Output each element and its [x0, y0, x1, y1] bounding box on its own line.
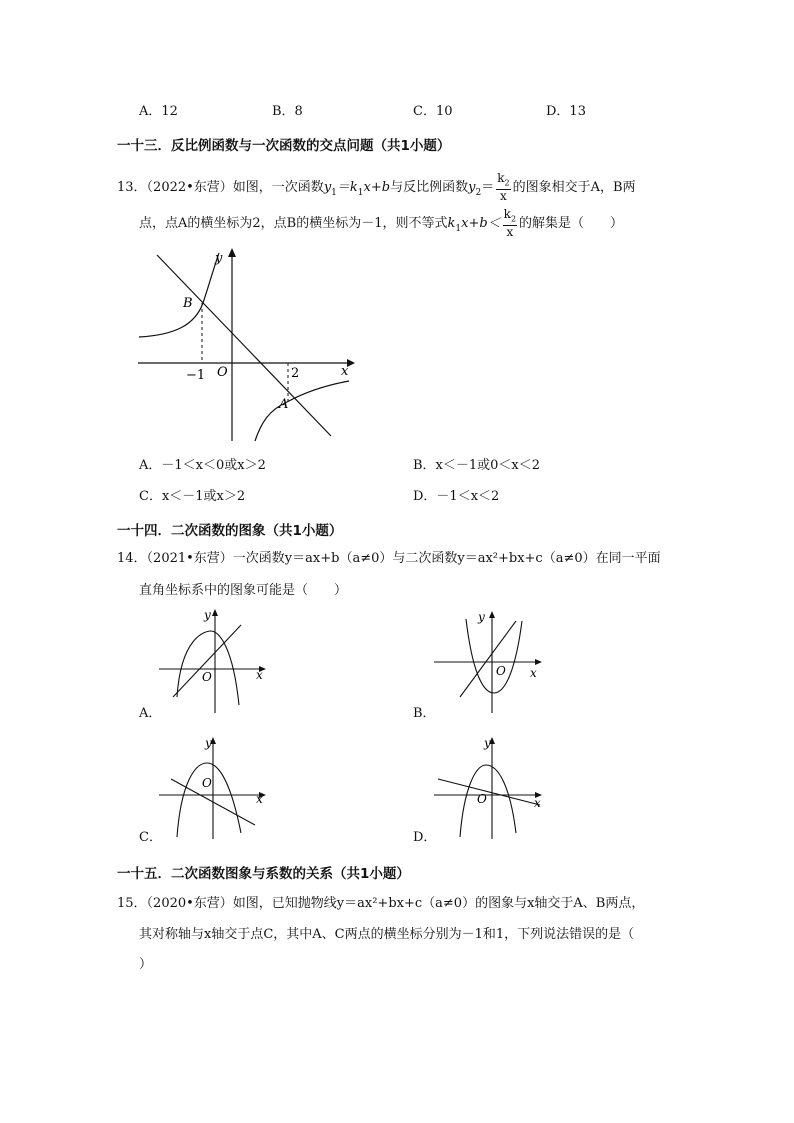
q13-eq1-rhs-sub: 1 [357, 187, 364, 198]
q14-line1-text: （2021•东营）一次函数y＝ax+b（a≠0）与二次函数y＝ax²+bx+c（a≠0）在同一平面 [146, 551, 661, 566]
q13-line2a: 点，点A的横坐标为2，点B的横坐标为－1，则不等式 [139, 216, 448, 232]
q14d-label-o: O [477, 792, 487, 806]
q12-option-d: D．13 [546, 104, 586, 119]
q14c-label-o: O [202, 776, 212, 790]
q14d-parabola [460, 765, 516, 837]
section-13-title: 一十三．反比例函数与一次函数的交点问题（共1小题） [117, 138, 451, 154]
q15-line1-text: （2020•东营）如图，已知抛物线y＝ax²+bx+c（a≠0）的图象与x轴交于A、B两点， [146, 896, 645, 911]
q13-hyperbola-branch-1 [139, 253, 219, 337]
q13-source: （2022•东营）如图，一次函数 [146, 180, 324, 196]
q14a-label-y: y [204, 608, 211, 622]
q13-frac2-num-sub: 2 [510, 214, 517, 224]
q13-option-d: D．－1＜x＜2 [413, 489, 500, 504]
q14-graph-c [155, 733, 275, 843]
section-15-title: 一十五．二次函数图象与系数的关系（共1小题） [117, 866, 410, 882]
q13-fraction-2 [503, 208, 517, 239]
q14d-label-y: y [484, 736, 491, 750]
q14-graph-b [430, 607, 550, 717]
q13-eq2-sub: 2 [475, 187, 482, 198]
q13-option-c: C．x＜－1或x＞2 [139, 489, 246, 504]
section-14-title: 一十四．二次函数的图象（共1小题） [117, 523, 343, 539]
q13-label-b: B [183, 296, 193, 311]
q13-ineq-lhs: k [447, 216, 456, 232]
q14-line1 [117, 550, 661, 568]
q14b-label-y: y [478, 610, 485, 624]
q13-label-x: x [341, 364, 349, 379]
q13-fraction-1 [496, 172, 510, 203]
q14b-y-arrow [489, 611, 495, 618]
q15-number: 15． [117, 896, 147, 911]
q14-option-a: A． [139, 706, 162, 721]
q13-eq2: y [468, 180, 476, 196]
q13-frac1-den: x [500, 189, 507, 204]
q14-option-b: B． [413, 706, 436, 721]
q15-line3: ） [139, 957, 153, 972]
q13-eq1-rhs: ＝k [336, 180, 358, 196]
q15-line1 [117, 895, 644, 913]
q14a-label-o: O [202, 670, 212, 684]
q14c-label-x: x [256, 792, 263, 806]
q13-mid: 与反比例函数 [390, 180, 469, 196]
q12-option-a: A．12 [139, 104, 178, 119]
q13-linear-line [157, 255, 331, 436]
q13-ineq-mid: x+b＜ [461, 216, 501, 232]
q12-option-b: B．8 [272, 104, 303, 119]
q13-line2 [139, 208, 623, 239]
q13-frac2-den: x [506, 225, 514, 240]
q14b-parabola [466, 619, 522, 693]
q13-frac2-num: k [503, 207, 511, 221]
q13-number: 13． [117, 180, 147, 196]
q13-tail1: 的图象相交于A，B两 [512, 180, 636, 196]
q13-y-arrow [228, 248, 236, 257]
q13-line2b: 的解集是（ ） [519, 216, 624, 232]
q14c-label-y: y [205, 736, 212, 750]
q13-graph [135, 245, 360, 445]
q13-line1 [117, 172, 636, 203]
q13-frac1-num-sub: 2 [504, 178, 510, 188]
q14d-label-x: x [534, 796, 541, 810]
q13-hyperbola-branch-2 [255, 381, 349, 441]
q13-label-a: A [279, 397, 289, 412]
q14a-parabola [177, 631, 239, 705]
q14-line2: 直角坐标系中的图象可能是（ ） [139, 583, 348, 598]
q14b-label-x: x [530, 666, 537, 680]
q13-eq1: y [323, 180, 332, 196]
q14-option-d: D． [413, 830, 437, 845]
q14b-line [460, 621, 516, 697]
q13-label-2: 2 [291, 366, 300, 381]
q13-label-o: O [217, 365, 228, 380]
q14b-label-o: O [496, 664, 506, 678]
q14-option-c: C． [139, 830, 162, 845]
q13-eq1-sub: 1 [331, 187, 337, 198]
q13-option-b: B．x＜－1或0＜x＜2 [413, 458, 541, 473]
q13-frac1-num: k [497, 171, 505, 185]
q12-option-c: C．10 [413, 104, 453, 119]
q14-graph-a [155, 607, 275, 717]
q14a-y-arrow [212, 609, 218, 616]
q14-graph-d [430, 733, 550, 843]
q14b-x-arrow [535, 659, 542, 665]
q15-line2: 其对称轴与x轴交于点C，其中A、C两点的横坐标分别为－1和1，下列说法错误的是（ [139, 927, 635, 942]
q14d-line [438, 779, 540, 805]
q13-eq1-rhs-tail: x+b [363, 180, 391, 196]
q13-option-a: A．－1＜x＜0或x＞2 [139, 458, 266, 473]
q14a-label-x: x [256, 668, 263, 682]
q14-number: 14． [117, 551, 147, 566]
q13-label-neg1: −1 [186, 368, 206, 383]
q13-ineq-sub: 1 [455, 223, 462, 234]
q13-eq2-eq: ＝ [481, 180, 495, 196]
q13-label-y: y [215, 251, 223, 266]
